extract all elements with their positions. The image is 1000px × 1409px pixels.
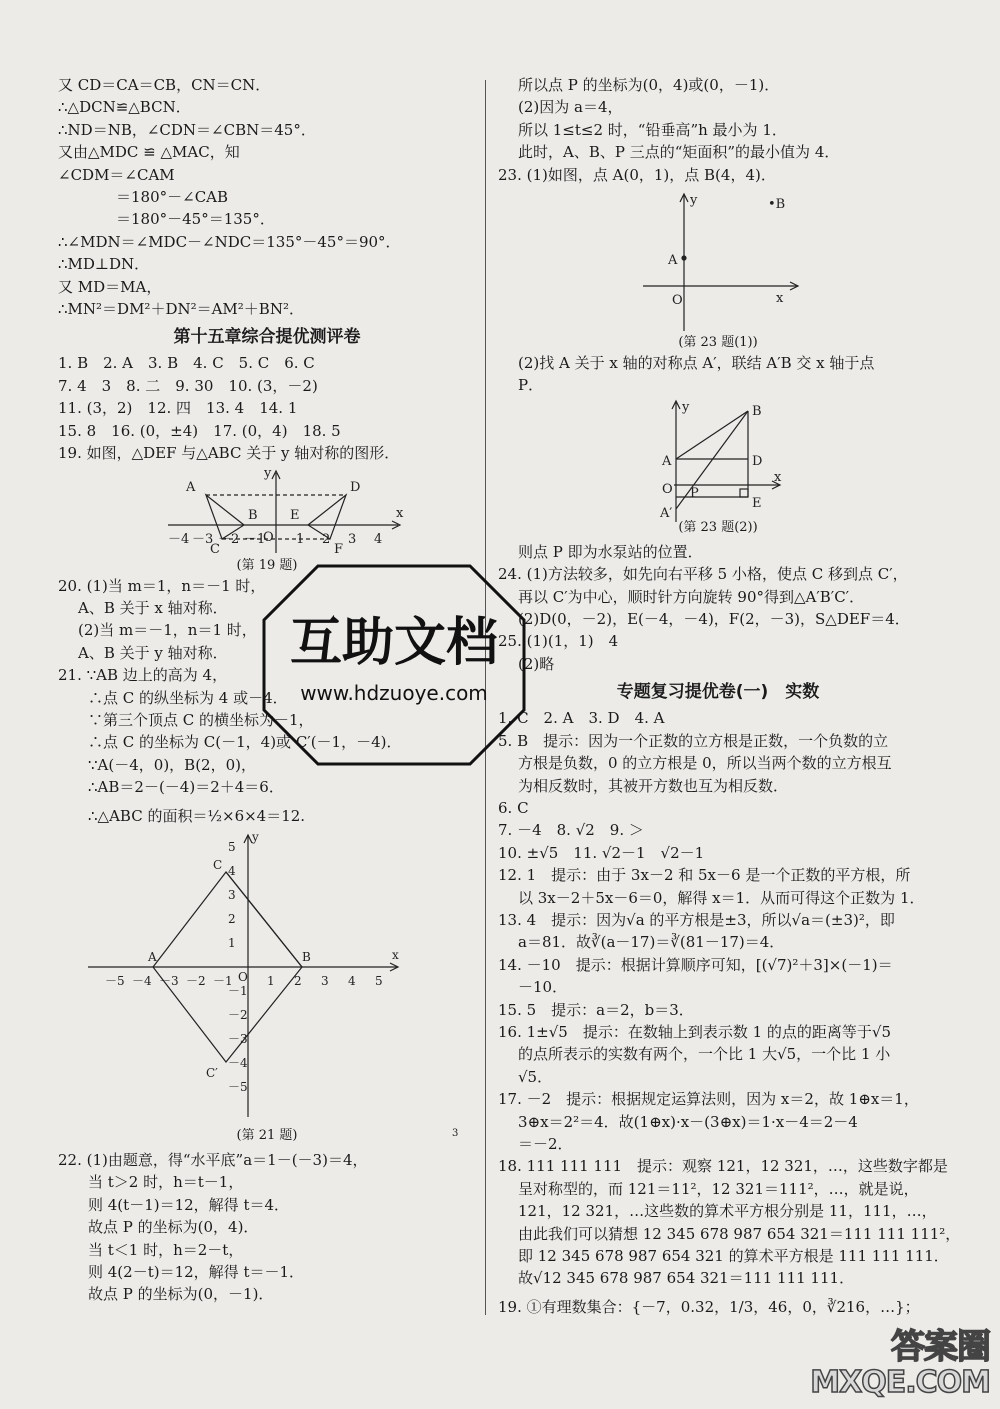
y-tick-label: －4 <box>228 1055 248 1070</box>
text-line: 故√12 345 678 987 654 321＝111 111 111． <box>518 1269 855 1288</box>
figure-21 <box>78 827 408 1127</box>
text-line: ∠CDM＝∠CAM <box>58 165 175 184</box>
text-line: 25. (1)(1，1) 4 <box>498 632 619 651</box>
text-line: 再以 C′为中心，顺时针方向旋转 90°得到△A′B′C′． <box>518 587 865 606</box>
text-line: ∵A(－4，0)，B(2，0)， <box>88 755 256 774</box>
text-line: ＝180°－∠CAB <box>116 188 229 207</box>
x-tick-label: －3 <box>159 973 179 988</box>
text-line: ∴ND＝NB，∠CDN＝∠CBN＝45°． <box>58 120 316 139</box>
text-line: (2)D(0，－2)，E(－4，－4)，F(2，－3)，S△DEF＝4． <box>518 610 910 629</box>
text-line: 当 t＜1 时，h＝2－t， <box>88 1240 244 1259</box>
text-line: 故点 P 的坐标为(0，－1)． <box>88 1285 274 1304</box>
axis-y-label: y <box>252 829 259 844</box>
answers-block <box>498 707 961 1318</box>
text-line: 所以 1≤t≤2 时，“铅垂高”h 最小为 1． <box>518 120 787 139</box>
x-tick-label: 2 <box>294 973 302 988</box>
label-b: B <box>248 507 258 523</box>
text-line: 16. 1±√5 提示：在数轴上到表示数 1 的点的距离等于√5 <box>498 1022 892 1041</box>
text-line: 17. －2 提示：根据规定运算法则，因为 x＝2，故 1⊕x＝1， <box>498 1090 919 1109</box>
text-line: 10. ±√5 11. √2－1 √2－1 <box>498 843 705 862</box>
text-line: 所以点 P 的坐标为(0，4)或(0，－1)． <box>518 76 780 94</box>
corner-logo-title: 答案圈 <box>891 1327 990 1367</box>
origin-label: O <box>672 293 683 309</box>
label-f: F <box>334 541 344 557</box>
text-line: 6. C <box>498 798 529 817</box>
label-e: E <box>752 495 762 511</box>
corner-logo-url: MXQE.COM <box>810 1365 990 1400</box>
text-line: ∴点 C 的纵坐标为 4 或－4． <box>88 688 288 707</box>
axis-x-label: x <box>774 469 782 485</box>
text-line: ∴AB＝2－(－4)＝2＋4＝6． <box>88 778 284 797</box>
figure-19 <box>0 465 418 557</box>
answers-block <box>498 541 938 675</box>
text-line: P． <box>518 376 544 395</box>
corner-logo <box>810 1329 990 1401</box>
x-tick-label: －5 <box>105 973 125 988</box>
watermark-url: www.hdzuoye.com <box>300 681 488 705</box>
text-line: 13. 4 提示：因为√a 的平方根是±3，所以√a＝(±3)²，即 <box>498 910 895 929</box>
answers-block <box>58 1149 476 1306</box>
figure-23-1 <box>498 186 938 334</box>
text-line: 又 MD＝MA， <box>58 277 162 296</box>
text-line: ∴△ABC 的面积＝½×6×4＝12. <box>88 806 306 825</box>
proof-block <box>58 74 476 320</box>
answers-block <box>498 74 938 186</box>
text-line: 又 CD＝CA＝CB，CN＝CN． <box>58 76 271 94</box>
y-tick-label: 4 <box>228 863 236 878</box>
axis-y-label: y <box>690 193 698 209</box>
page-number: 3 <box>452 1128 459 1139</box>
text-line: 以 3x－2＋5x－6＝0，解得 x＝1．从而可得这个正数为 1． <box>518 888 925 907</box>
text-line: a＝81．故∛(a－17)＝∛(81－17)＝4． <box>518 933 785 952</box>
label-c-prime: C′ <box>206 1065 218 1080</box>
label-a: A <box>662 453 672 469</box>
answers-block <box>498 352 938 397</box>
y-tick-label: －3 <box>228 1031 248 1046</box>
tick-label: －1 <box>244 531 266 547</box>
text-line: 的点所表示的实数有两个，一个比 1 大√5，一个比 1 小 <box>518 1045 891 1064</box>
axis-x-label: x <box>776 291 784 307</box>
y-tick-label: 2 <box>228 911 236 926</box>
label-b: B <box>302 949 311 964</box>
y-tick-label: －2 <box>228 1007 248 1022</box>
text-line: 3⊕x＝2²＝4．故(1⊕x)·x－(3⊕x)＝1·x－4＝2－4 <box>518 1112 858 1131</box>
text-line: 19. ①有理数集合：{－7，0.32，1/3，46，0，∛216，…}； <box>498 1297 920 1316</box>
text-line: 20. (1)当 m＝1，n＝－1 时， <box>58 576 266 595</box>
tick-label: －4 <box>168 531 190 547</box>
watermark-stamp <box>258 560 530 770</box>
x-tick-label: 1 <box>267 973 275 988</box>
x-tick-label: －4 <box>132 973 152 988</box>
y-tick-label: 1 <box>228 935 236 950</box>
origin-label: O <box>263 529 274 545</box>
text-line: 5. B 提示：因为一个正数的立方根是正数，一个负数的立 <box>498 731 889 750</box>
label-d: D <box>752 453 763 469</box>
text-line: A、B 关于 x 轴对称． <box>78 598 228 617</box>
text-line: 21. ∵AB 边上的高为 4， <box>58 666 228 685</box>
text-line: ∴MN²＝DM²＋DN²＝AM²＋BN²． <box>58 300 304 319</box>
label-a-prime: A′ <box>660 505 673 521</box>
text-line: ∵第三个顶点 C 的横坐标为－1， <box>88 710 314 729</box>
axis-x-label: x <box>396 505 404 521</box>
x-tick-label: 4 <box>348 973 356 988</box>
figure-caption: (第 21 题) <box>236 1127 298 1143</box>
text-line: 22. (1)由题意，得“水平底”a＝1－(－3)＝4， <box>58 1150 368 1169</box>
x-tick-label: 3 <box>321 973 329 988</box>
text-line: －10． <box>518 978 568 997</box>
point-a <box>682 256 686 260</box>
text-line: 1. C 2. A 3. D 4. A <box>498 709 665 728</box>
tick-label: 3 <box>348 531 357 547</box>
answers-block <box>58 352 476 464</box>
text-line: 故点 P 的坐标为(0，4)． <box>88 1218 259 1237</box>
text-line: ＝－2． <box>518 1135 573 1153</box>
y-tick-label: －5 <box>228 1079 248 1094</box>
figure-caption: (第 19 题) <box>236 557 298 573</box>
tick-label: －2 <box>218 531 240 547</box>
text-line: A、B 关于 y 轴对称． <box>78 643 228 662</box>
right-column <box>498 74 961 1318</box>
x-tick-label: －2 <box>186 973 206 988</box>
text-line: 1. B 2. A 3. B 4. C 5. C 6. C <box>58 354 315 373</box>
text-line: 又由△MDC ≌ △MAC，知 <box>58 143 240 162</box>
x-tick-label: 5 <box>375 973 383 988</box>
text-line: 14. －10 提示：根据计算顺序可知，[(√7)²＋3]×(－1)＝ <box>498 955 893 974</box>
y-tick-label: －1 <box>228 983 248 998</box>
label-c: C <box>213 857 223 872</box>
point-b-label: •B <box>768 197 786 213</box>
axis-y-label: y <box>682 399 690 415</box>
text-line: ∴点 C 的坐标为 C(－1，4)或 C′(－1，－4)． <box>88 733 402 752</box>
text-line: 19. 如图，△DEF 与△ABC 关于 y 轴对称的图形． <box>58 444 400 463</box>
watermark-title: 互助文档 <box>289 613 499 673</box>
text-line: (2)因为 a＝4， <box>518 98 623 117</box>
y-tick-label: 5 <box>228 839 236 854</box>
section-heading: 第十五章综合提优测评卷 <box>173 327 361 348</box>
section-heading: 专题复习提优卷(一) 实数 <box>616 682 820 703</box>
x-tick-label: －1 <box>213 973 233 988</box>
figure-caption: (第 23 题(2)) <box>678 519 758 535</box>
figure-caption: (第 23 题(1)) <box>678 335 758 351</box>
text-line: 为相反数时，其被开方数也互为相反数． <box>518 776 789 795</box>
label-e: E <box>290 507 300 523</box>
tick-label: －3 <box>192 531 214 547</box>
label-b: B <box>752 403 762 419</box>
text-line: 18. 111 111 111 提示：观察 121，12 321，…，这些数字都是 <box>498 1157 948 1176</box>
text-line: 呈对称型的，而 121＝11²，12 321＝111²，…，就是说， <box>518 1179 919 1198</box>
text-line: 则 4(t－1)＝12，解得 t＝4． <box>88 1195 290 1214</box>
text-line: (2)当 m＝－1，n＝1 时， <box>78 621 257 640</box>
label-a: A <box>668 253 678 269</box>
figure-23-2 <box>498 397 938 527</box>
axis-y-label: y <box>264 465 272 481</box>
text-line: 此时，A、B、P 三点的“矩面积”的最小值为 4． <box>518 143 840 162</box>
text-line: 方根是负数，0 的立方根是 0，所以当两个数的立方根互 <box>518 754 892 773</box>
text-line: (2)找 A 关于 x 轴的对称点 A′，联结 A′B 交 x 轴于点 <box>518 354 875 373</box>
text-line: ∴△DCN≌△BCN． <box>58 98 191 117</box>
label-p: P <box>690 485 699 501</box>
text-line: 7. －4 8. √2 9. ＞ <box>498 821 644 840</box>
axis-x-label: x <box>392 947 399 962</box>
text-line: 则点 P 即为水泵站的位置． <box>518 542 703 561</box>
text-line: 12. 1 提示：由于 3x－2 和 5x－6 是一个正数的平方根，所 <box>498 866 911 885</box>
tick-label: 4 <box>374 531 383 547</box>
text-line: ＝180°－45°＝135°． <box>116 210 275 229</box>
text-line: 由此我们可以猜想 12 345 678 987 654 321＝111 111 111²， <box>518 1224 961 1243</box>
origin-label: O <box>238 969 248 984</box>
text-line: 15. 5 提示：a＝2，b＝3． <box>498 1000 694 1019</box>
tick-label: 2 <box>322 531 331 547</box>
text-line: 15. 8 16. (0，±4) 17. (0，4) 18. 5 <box>58 421 341 440</box>
text-line: 则 4(2－t)＝12，解得 t＝－1． <box>88 1263 305 1281</box>
text-line: ∴∠MDN＝∠MDC－∠NDC＝135°－45°＝90°． <box>58 232 401 251</box>
text-line: 11. (3，2) 12. 四 13. 4 14. 1 <box>58 399 298 418</box>
text-line: 即 12 345 678 987 654 321 的算术平方根是 111 111 111． <box>518 1247 949 1266</box>
label-d: D <box>350 479 361 495</box>
y-tick-label: 3 <box>228 887 236 902</box>
text-line: ∴MD⊥DN． <box>58 255 150 274</box>
text-line: 121，12 321，…这些数的算术平方根分别是 11，111，…， <box>518 1202 937 1221</box>
label-c: C <box>210 541 220 557</box>
tick-label: 1 <box>296 531 305 547</box>
label-a: A <box>186 479 196 495</box>
text-line: √5． <box>518 1067 553 1086</box>
text-line: (2)略 <box>518 654 555 673</box>
text-line: 当 t＞2 时，h＝t－1， <box>88 1173 244 1192</box>
text-line: 23. (1)如图，点 A(0，1)，点 B(4，4)． <box>498 165 776 184</box>
text-line: 24. (1)方法较多，如先向右平移 5 小格，使点 C 移到点 C′， <box>498 565 908 584</box>
origin-label: O <box>662 481 673 497</box>
label-a: A <box>148 949 157 964</box>
text-line: 7. 4 3 8. 二 9. 30 10. (3，－2) <box>58 376 318 395</box>
